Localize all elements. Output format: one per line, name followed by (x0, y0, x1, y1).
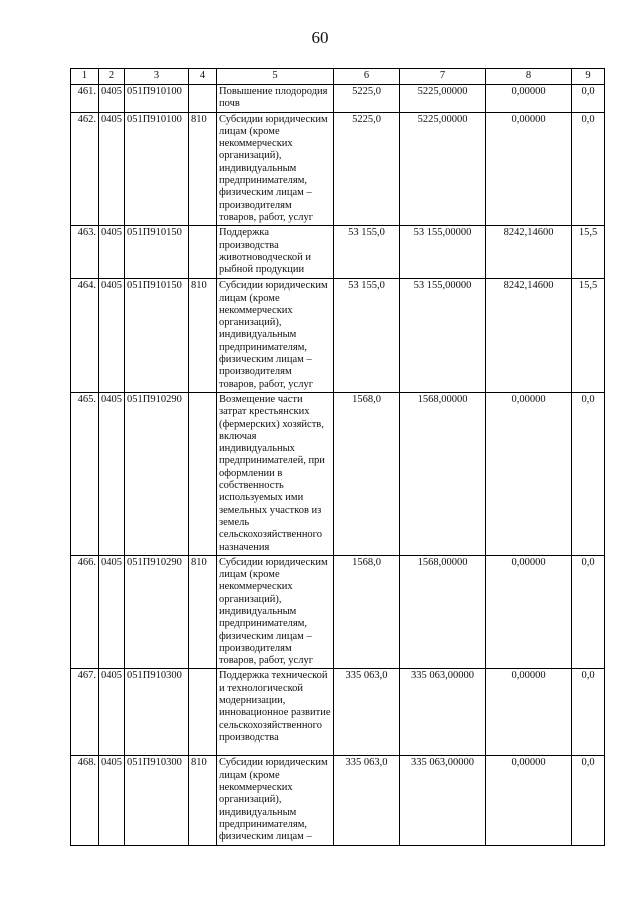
table-row (71, 226, 605, 279)
col-header-4: 4 (189, 69, 217, 85)
target-code: 051П910300 (125, 756, 189, 845)
col-header-1: 1 (71, 69, 99, 85)
target-code: 051П910150 (125, 279, 189, 393)
item-name: Субсидии юридическим лицам (кроме некоммерческих организаций), индивидуальным предпринимателям, физическим лицам – производителям товаров, работ, услуг (217, 279, 334, 393)
expense-type (189, 392, 217, 555)
table-row (71, 85, 605, 113)
target-code: 051П910100 (125, 85, 189, 113)
col-header-9: 9 (572, 69, 605, 85)
table-row (71, 112, 605, 226)
target-code: 051П910150 (125, 226, 189, 279)
target-code: 051П910100 (125, 112, 189, 226)
item-name: Субсидии юридическим лицам (кроме некоммерческих организаций), индивидуальным предпринимателям, физическим лицам – (217, 756, 334, 845)
section-code: 0405 (99, 85, 125, 113)
expense-type: 810 (189, 112, 217, 226)
amount-planned: 5225,0 (334, 112, 400, 226)
percent-executed: 0,0 (572, 392, 605, 555)
item-name: Повышение плодородия почв (217, 85, 334, 113)
amount-planned: 5225,0 (334, 85, 400, 113)
amount-planned: 1568,0 (334, 392, 400, 555)
percent-executed: 15,5 (572, 226, 605, 279)
expense-type (189, 226, 217, 279)
amount-planned: 1568,0 (334, 555, 400, 669)
table-row (71, 555, 605, 669)
amount-executed: 8242,14600 (486, 279, 572, 393)
percent-executed: 0,0 (572, 112, 605, 226)
section-code: 0405 (99, 669, 125, 756)
row-number: 461. (71, 85, 99, 113)
row-number: 466. (71, 555, 99, 669)
amount-planned: 335 063,0 (334, 756, 400, 845)
col-header-8: 8 (486, 69, 572, 85)
percent-executed: 0,0 (572, 669, 605, 756)
target-code: 051П910290 (125, 555, 189, 669)
row-number: 463. (71, 226, 99, 279)
amount-approved: 1568,00000 (400, 555, 486, 669)
amount-executed: 8242,14600 (486, 226, 572, 279)
section-code: 0405 (99, 756, 125, 845)
section-code: 0405 (99, 279, 125, 393)
col-header-3: 3 (125, 69, 189, 85)
col-header-7: 7 (400, 69, 486, 85)
amount-approved: 53 155,00000 (400, 279, 486, 393)
amount-approved: 335 063,00000 (400, 669, 486, 756)
amount-approved: 53 155,00000 (400, 226, 486, 279)
amount-approved: 1568,00000 (400, 392, 486, 555)
amount-executed: 0,00000 (486, 392, 572, 555)
percent-executed: 0,0 (572, 555, 605, 669)
amount-executed: 0,00000 (486, 555, 572, 669)
table-body (71, 85, 605, 846)
target-code: 051П910300 (125, 669, 189, 756)
section-code: 0405 (99, 555, 125, 669)
table-row (71, 756, 605, 845)
section-code: 0405 (99, 392, 125, 555)
item-name: Поддержка производства животноводческой и рыбной продукции (217, 226, 334, 279)
target-code: 051П910290 (125, 392, 189, 555)
table-row (71, 669, 605, 756)
row-number: 464. (71, 279, 99, 393)
amount-planned: 335 063,0 (334, 669, 400, 756)
expense-type (189, 669, 217, 756)
amount-executed: 0,00000 (486, 85, 572, 113)
table-row (71, 279, 605, 393)
col-header-6: 6 (334, 69, 400, 85)
row-number: 462. (71, 112, 99, 226)
section-code: 0405 (99, 112, 125, 226)
expense-type: 810 (189, 279, 217, 393)
percent-executed: 0,0 (572, 756, 605, 845)
item-name: Субсидии юридическим лицам (кроме некоммерческих организаций), индивидуальным предпринимателям, физическим лицам – производителям товаров, работ, услуг (217, 112, 334, 226)
amount-executed: 0,00000 (486, 669, 572, 756)
row-number: 467. (71, 669, 99, 756)
header-row (71, 69, 605, 85)
amount-approved: 335 063,00000 (400, 756, 486, 845)
amount-executed: 0,00000 (486, 112, 572, 226)
amount-approved: 5225,00000 (400, 112, 486, 226)
budget-table (70, 68, 605, 846)
item-name: Возмещение части затрат крестьянских (фермерских) хозяйств, включая индивидуальных предпринимателей, при оформлении в собственность используемых ими земельных участков из земель сельскохозяйственного назначения (217, 392, 334, 555)
amount-approved: 5225,00000 (400, 85, 486, 113)
expense-type: 810 (189, 555, 217, 669)
table-row (71, 392, 605, 555)
item-name: Субсидии юридическим лицам (кроме некоммерческих организаций), индивидуальным предпринимателям, физическим лицам – производителям товаров, работ, услуг (217, 555, 334, 669)
section-code: 0405 (99, 226, 125, 279)
percent-executed: 15,5 (572, 279, 605, 393)
percent-executed: 0,0 (572, 85, 605, 113)
page-number: 60 (311, 28, 329, 47)
amount-planned: 53 155,0 (334, 226, 400, 279)
col-header-2: 2 (99, 69, 125, 85)
item-name: Поддержка технической и технологической модернизации, инновационное развитие сельскохозяйственного производства (217, 669, 334, 756)
expense-type (189, 85, 217, 113)
row-number: 468. (71, 756, 99, 845)
expense-type: 810 (189, 756, 217, 845)
amount-executed: 0,00000 (486, 756, 572, 845)
amount-planned: 53 155,0 (334, 279, 400, 393)
row-number: 465. (71, 392, 99, 555)
col-header-5: 5 (217, 69, 334, 85)
